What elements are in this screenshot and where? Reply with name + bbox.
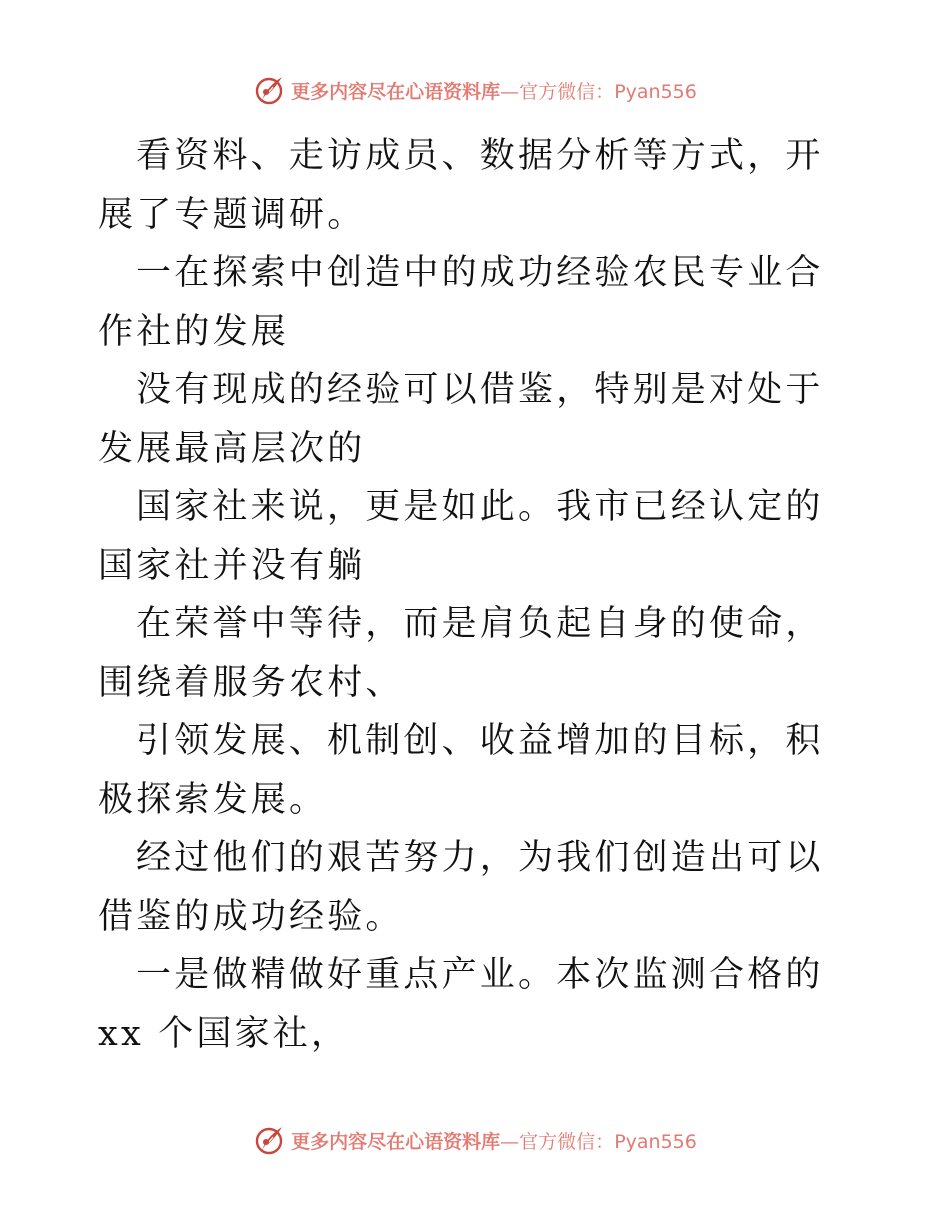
header-watermark (0, 70, 950, 110)
watermark-dash: — (500, 1130, 520, 1153)
watermark-account: Pyan556 (614, 80, 697, 103)
paragraph: 国家社来说，更是如此。我市已经认定的国家社并没有躺 (98, 487, 824, 586)
watermark-account: Pyan556 (614, 1130, 697, 1153)
paragraph: 一在探索中创造中的成功经验农民专业合作社的发展 (98, 253, 824, 352)
footer-watermark (0, 1120, 950, 1160)
watermark-text (291, 77, 697, 104)
paragraph: 在荣誉中等待，而是肩负起自身的使命，围绕着服务农村、 (98, 604, 824, 703)
watermark-label: 官方微信： (519, 1130, 615, 1153)
watermark-label: 官方微信： (519, 80, 615, 103)
paragraph: 引领发展、机制创、收益增加的目标，积极探索发展。 (98, 721, 824, 820)
watermark-dash: — (500, 80, 520, 103)
paragraph: 一是做精做好重点产业。本次监测合格的 xx 个国家社， (98, 955, 824, 1054)
watermark-brand: 更多内容尽在心语资料库 (291, 80, 501, 103)
watermark-text (291, 1127, 697, 1154)
feather-pen-logo-icon (253, 1124, 285, 1156)
paragraph: 看资料、走访成员、数据分析等方式，开展了专题调研。 (98, 136, 824, 235)
paragraph: 经过他们的艰苦努力，为我们创造出可以借鉴的成功经验。 (98, 838, 824, 937)
document-body (98, 127, 854, 1063)
paragraph: 没有现成的经验可以借鉴，特别是对处于发展最高层次的 (98, 370, 824, 469)
feather-pen-logo-icon (253, 74, 285, 106)
watermark-brand: 更多内容尽在心语资料库 (291, 1130, 501, 1153)
